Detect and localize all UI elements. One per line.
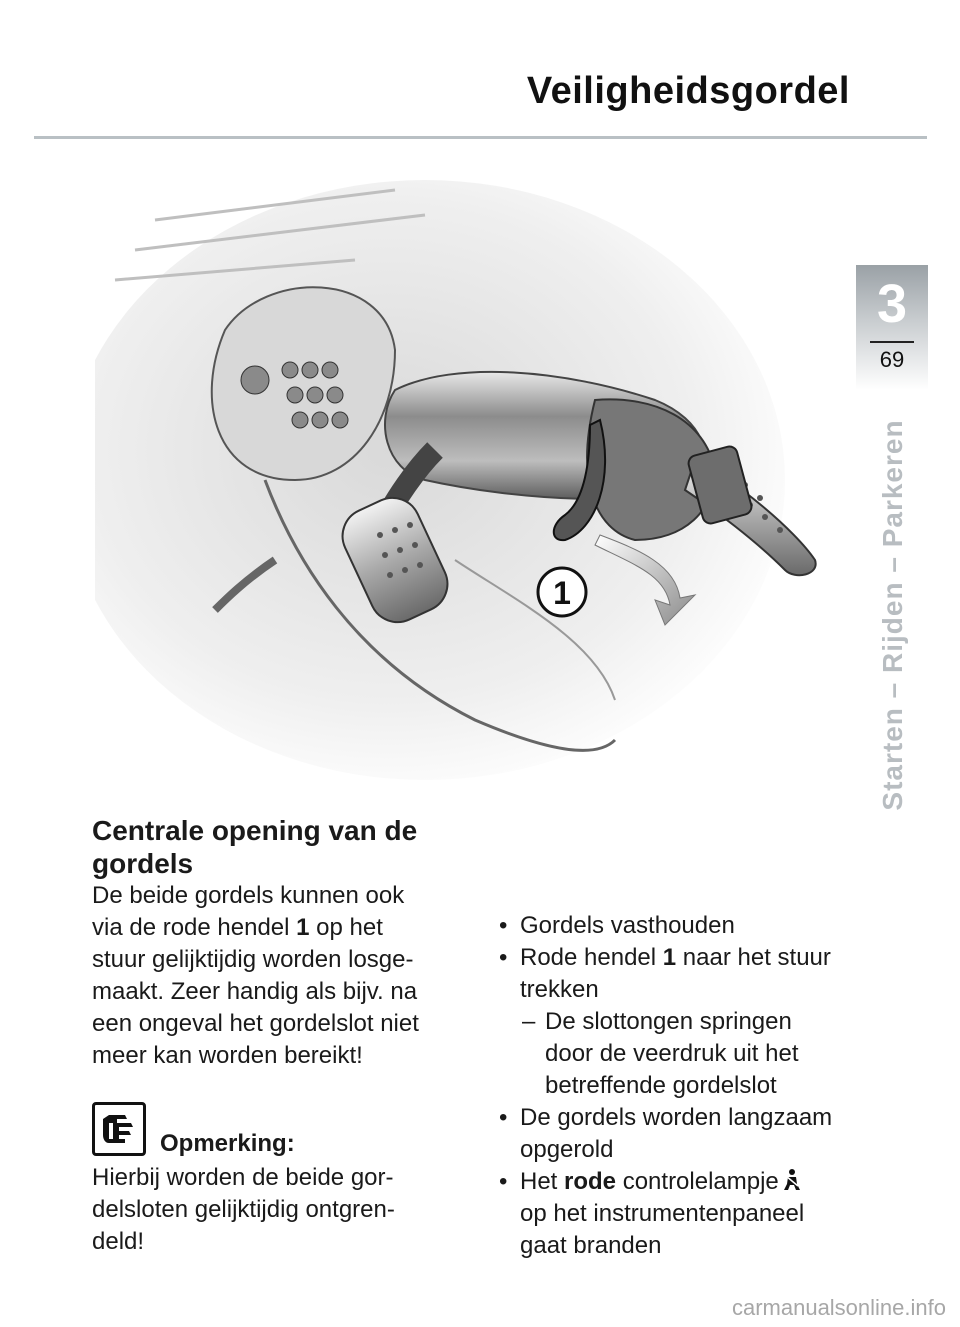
list-item: • De gordels worden langzaam opgerold — [499, 1104, 833, 1163]
intro-line: stuur gelijktijdig worden losge- — [92, 946, 414, 973]
intro-line: meer kan worden bereikt! — [92, 1042, 363, 1069]
section-heading: Centrale opening van de gordels — [92, 815, 418, 879]
page-number: 69 — [879, 347, 905, 372]
intro-line: via de rode hendel 1 op het — [92, 914, 383, 941]
title-divider — [34, 136, 927, 139]
left-column — [92, 814, 462, 1258]
note-label: Opmerking: — [160, 1130, 295, 1157]
list-item: • Gordels vasthouden — [499, 912, 735, 939]
right-column — [495, 910, 855, 1262]
sub-list-item: – De slottongen springen door de veerdruk uit het betreffende gordelslot — [522, 1008, 799, 1099]
watermark: carmanualsonline.info — [731, 1295, 946, 1320]
seatbelt-warning-icon — [783, 1168, 801, 1192]
intro-line: maakt. Zeer handig als bijv. na — [92, 978, 418, 1005]
list-item: • Rode hendel 1 naar het stuur trekken — [499, 944, 831, 1003]
pointing-hand-icon — [92, 1102, 146, 1156]
page-title: Veiligheidsgordel — [526, 70, 850, 112]
note-header — [92, 1102, 462, 1162]
chapter-tab — [856, 265, 928, 390]
handlebar-illustration — [95, 180, 840, 780]
steps-list — [495, 910, 855, 1262]
callout-number: 1 — [553, 575, 571, 611]
intro-line: een ongeval het gordelslot niet — [92, 1010, 419, 1037]
intro-line: De beide gordels kunnen ook — [92, 882, 405, 909]
note-line: delsloten gelijktijdig ontgren- — [92, 1196, 395, 1223]
chapter-number: 3 — [876, 274, 908, 334]
chapter-divider — [870, 341, 914, 343]
note-line: deld! — [92, 1228, 145, 1255]
section-label: Starten – Rijden – Parkeren — [877, 419, 908, 811]
note-line: Hierbij worden de beide gor- — [92, 1164, 394, 1191]
list-item: • Het rode controlelampje op het instrumentenpaneel gaat branden — [499, 1168, 805, 1259]
